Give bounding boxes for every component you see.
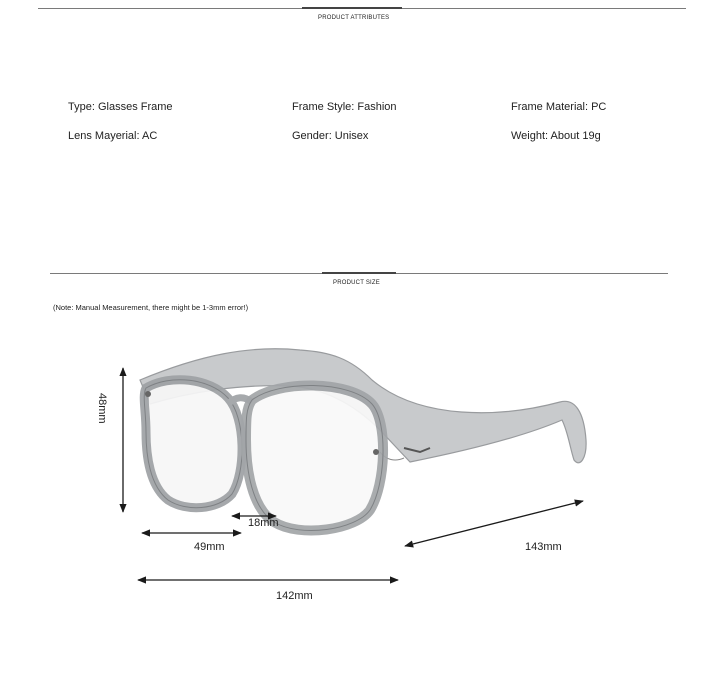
measurement-note: (Note: Manual Measurement, there might be 1-3mm error!) (53, 303, 249, 312)
right-lens-rim (246, 385, 383, 530)
frame-width-label: 142mm (276, 590, 313, 602)
attribute-gender: Gender: Unisex (292, 130, 369, 142)
left-lens-rim (144, 380, 242, 508)
left-hinge-pin (145, 391, 151, 397)
size-section-title: PRODUCT SIZE (333, 280, 380, 286)
temple-length-label: 143mm (525, 541, 562, 553)
right-hinge-pin (373, 449, 379, 455)
attribute-weight: Weight: About 19g (511, 130, 601, 142)
temple-length-arrow (405, 501, 583, 546)
lens-width-label: 49mm (194, 541, 225, 553)
attribute-lens-material: Lens Mayerial: AC (68, 130, 158, 142)
attributes-section-title: PRODUCT ATTRIBUTES (318, 15, 390, 21)
attribute-type: Type: Glasses Frame (68, 101, 173, 113)
attribute-frame-style: Frame Style: Fashion (292, 101, 397, 113)
lens-height-label: 48mm (96, 393, 108, 424)
attribute-frame-material: Frame Material: PC (511, 101, 607, 113)
bridge-label: 18mm (248, 517, 279, 529)
